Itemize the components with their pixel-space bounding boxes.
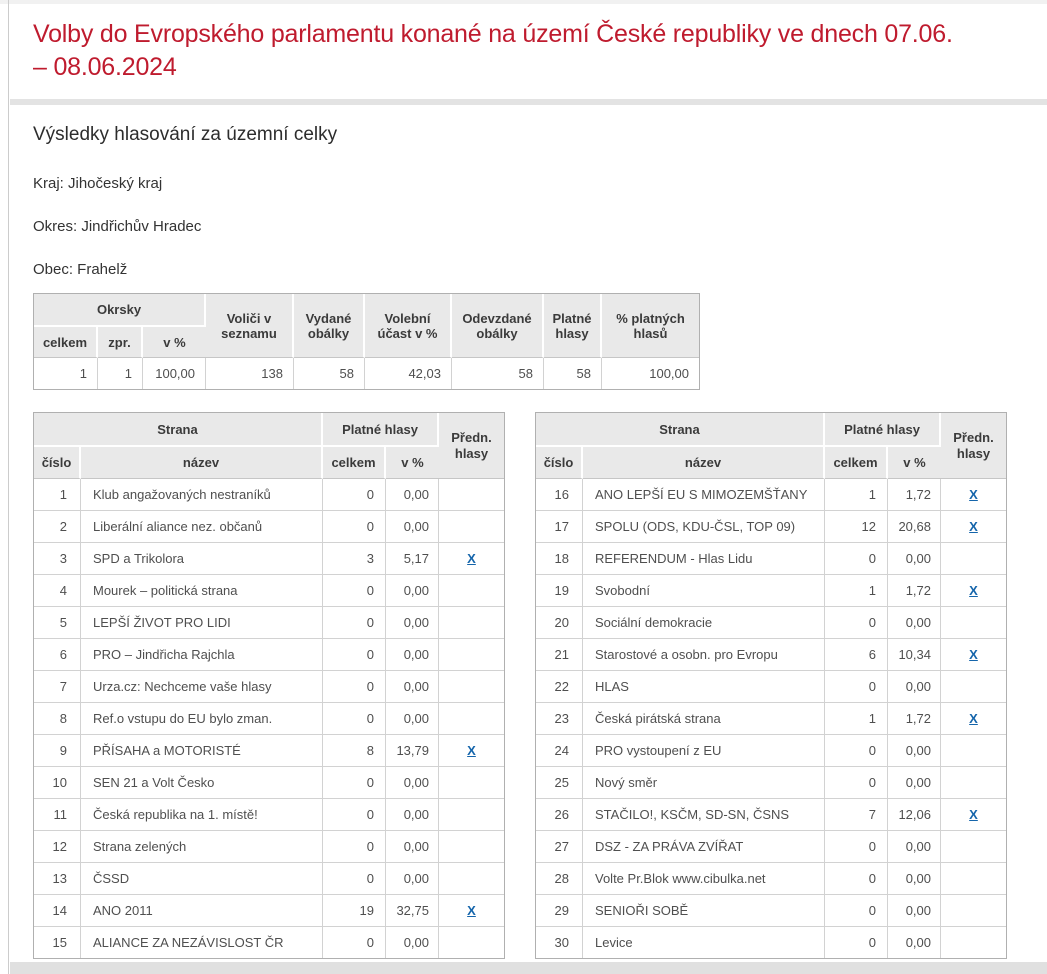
- party-row: [34, 479, 504, 511]
- party-row: [34, 799, 504, 831]
- party-votes-total: 7: [825, 799, 888, 831]
- party-name: Nový směr: [583, 767, 825, 799]
- party-number: 30: [536, 927, 583, 958]
- header-okrsky-v-pct: v %: [143, 327, 206, 358]
- summary-data-row: [34, 358, 699, 389]
- party-votes-pct: 0,00: [386, 927, 439, 958]
- value-platne-hlasy: 58: [544, 358, 602, 389]
- header-strana: Strana: [34, 413, 323, 447]
- party-pref-votes-cell: [439, 671, 504, 703]
- party-number: 11: [34, 799, 81, 831]
- party-header-row-2: [536, 447, 1006, 479]
- party-pref-votes-cell: [439, 895, 504, 927]
- party-votes-pct: 0,00: [888, 895, 941, 927]
- party-number: 10: [34, 767, 81, 799]
- party-table-right: [535, 412, 1007, 959]
- party-name: PRO – Jindřicha Rajchla: [81, 639, 323, 671]
- party-name: Česká republika na 1. místě!: [81, 799, 323, 831]
- municipality-line: Obec: Frahelž: [33, 261, 128, 278]
- party-number: 1: [34, 479, 81, 511]
- header-celkem: celkem: [825, 447, 888, 479]
- party-pref-votes-cell: [439, 799, 504, 831]
- party-name: PRO vystoupení z EU: [583, 735, 825, 767]
- party-votes-total: 0: [323, 927, 386, 958]
- party-row: [34, 671, 504, 703]
- party-pref-votes-cell: [941, 607, 1006, 639]
- party-pref-votes-cell: [439, 511, 504, 543]
- party-results-section: [33, 412, 1047, 959]
- value-okrsky-celkem: 1: [34, 358, 98, 389]
- party-number: 17: [536, 511, 583, 543]
- party-table-left: [33, 412, 505, 959]
- party-row: [536, 735, 1006, 767]
- party-number: 5: [34, 607, 81, 639]
- party-name: HLAS: [583, 671, 825, 703]
- party-number: 20: [536, 607, 583, 639]
- party-votes-pct: 1,72: [888, 703, 941, 735]
- party-number: 3: [34, 543, 81, 575]
- party-name: Mourek – politická strana: [81, 575, 323, 607]
- party-number: 8: [34, 703, 81, 735]
- party-row: [34, 831, 504, 863]
- header-nazev: název: [81, 447, 323, 479]
- party-row: [34, 927, 504, 958]
- region-line: Kraj: Jihočeský kraj: [33, 175, 163, 192]
- party-votes-pct: 0,00: [386, 575, 439, 607]
- header-celkem: celkem: [323, 447, 386, 479]
- party-votes-total: 0: [825, 863, 888, 895]
- party-votes-pct: 0,00: [888, 735, 941, 767]
- party-number: 18: [536, 543, 583, 575]
- party-number: 14: [34, 895, 81, 927]
- party-name: Klub angažovaných nestraníků: [81, 479, 323, 511]
- party-name: Strana zelených: [81, 831, 323, 863]
- party-number: 23: [536, 703, 583, 735]
- party-name: Levice: [583, 927, 825, 958]
- party-number: 26: [536, 799, 583, 831]
- party-pref-votes-cell: [439, 639, 504, 671]
- pref-votes-link[interactable]: X: [969, 583, 978, 598]
- party-votes-total: 8: [323, 735, 386, 767]
- party-votes-pct: 0,00: [386, 639, 439, 671]
- party-row: [536, 639, 1006, 671]
- left-page-rule: [8, 0, 9, 974]
- party-votes-total: 0: [825, 607, 888, 639]
- header-platne-hlasy: Platné hlasy: [544, 294, 602, 358]
- party-row: [536, 895, 1006, 927]
- party-votes-total: 0: [323, 575, 386, 607]
- party-name: Ref.o vstupu do EU bylo zman.: [81, 703, 323, 735]
- pref-votes-link[interactable]: X: [969, 647, 978, 662]
- party-row: [34, 511, 504, 543]
- party-pref-votes-cell: [941, 543, 1006, 575]
- party-pref-votes-cell: [941, 703, 1006, 735]
- party-row: [34, 735, 504, 767]
- party-votes-pct: 0,00: [386, 767, 439, 799]
- party-name: Urza.cz: Nechceme vaše hlasy: [81, 671, 323, 703]
- party-number: 27: [536, 831, 583, 863]
- header-vydane-obalky: Vydané obálky: [294, 294, 365, 358]
- party-row: [34, 575, 504, 607]
- party-votes-total: 0: [323, 799, 386, 831]
- party-row: [536, 831, 1006, 863]
- party-votes-pct: 0,00: [888, 927, 941, 958]
- header-pct-platnych-hlasu: % platných hlasů: [602, 294, 699, 358]
- party-pref-votes-cell: [941, 895, 1006, 927]
- header-platne-hlasy: Platné hlasy: [323, 413, 439, 447]
- party-number: 16: [536, 479, 583, 511]
- party-number: 19: [536, 575, 583, 607]
- party-pref-votes-cell: [941, 863, 1006, 895]
- party-votes-pct: 10,34: [888, 639, 941, 671]
- party-pref-votes-cell: [941, 735, 1006, 767]
- party-header-row-2: [34, 447, 504, 479]
- party-name: Liberální aliance nez. občanů: [81, 511, 323, 543]
- party-row: [34, 767, 504, 799]
- party-row: [34, 863, 504, 895]
- party-number: 7: [34, 671, 81, 703]
- party-pref-votes-cell: [439, 543, 504, 575]
- header-okrsky-zpr: zpr.: [98, 327, 143, 358]
- header-nazev: název: [583, 447, 825, 479]
- party-number: 9: [34, 735, 81, 767]
- party-name: DSZ - ZA PRÁVA ZVÍŘAT: [583, 831, 825, 863]
- party-votes-total: 3: [323, 543, 386, 575]
- pref-votes-link[interactable]: X: [969, 807, 978, 822]
- party-votes-total: 0: [323, 479, 386, 511]
- party-votes-total: 6: [825, 639, 888, 671]
- party-header-row-1: [536, 413, 1006, 447]
- party-votes-pct: 0,00: [386, 607, 439, 639]
- party-row: [536, 511, 1006, 543]
- party-row: [34, 639, 504, 671]
- party-pref-votes-cell: [439, 831, 504, 863]
- party-votes-total: 0: [323, 863, 386, 895]
- party-name: SPOLU (ODS, KDU-ČSL, TOP 09): [583, 511, 825, 543]
- party-votes-total: 0: [323, 767, 386, 799]
- party-pref-votes-cell: [439, 735, 504, 767]
- party-pref-votes-cell: [941, 767, 1006, 799]
- party-pref-votes-cell: [941, 671, 1006, 703]
- header-predn-hlasy: Předn. hlasy: [439, 413, 504, 479]
- party-pref-votes-cell: [941, 575, 1006, 607]
- party-votes-total: 0: [323, 703, 386, 735]
- party-row: [536, 767, 1006, 799]
- party-votes-total: 0: [825, 671, 888, 703]
- party-name: REFERENDUM - Hlas Lidu: [583, 543, 825, 575]
- party-votes-pct: 0,00: [386, 863, 439, 895]
- party-name: ANO 2011: [81, 895, 323, 927]
- party-votes-pct: 0,00: [888, 543, 941, 575]
- party-pref-votes-cell: [439, 703, 504, 735]
- header-cislo: číslo: [536, 447, 583, 479]
- party-header-row-1: [34, 413, 504, 447]
- title-divider: [10, 99, 1047, 105]
- party-votes-pct: 0,00: [888, 767, 941, 799]
- header-okrsky-celkem: celkem: [34, 327, 98, 358]
- party-pref-votes-cell: [941, 927, 1006, 958]
- value-odevzdane-obalky: 58: [452, 358, 544, 389]
- page-title: Volby do Evropského parlamentu konané na území České republiky ve dnech 07.06. – 08.06.2024: [33, 20, 953, 81]
- header-okrsky: Okrsky: [34, 294, 206, 327]
- party-pref-votes-cell: [941, 799, 1006, 831]
- party-row: [536, 607, 1006, 639]
- section-title: Výsledky hlasování za územní celky: [33, 124, 338, 145]
- party-name: SENIOŘI SOBĚ: [583, 895, 825, 927]
- party-pref-votes-cell: [439, 479, 504, 511]
- party-votes-pct: 13,79: [386, 735, 439, 767]
- pref-votes-link[interactable]: X: [467, 743, 476, 758]
- party-votes-total: 0: [323, 671, 386, 703]
- party-pref-votes-cell: [439, 927, 504, 958]
- party-votes-pct: 1,72: [888, 479, 941, 511]
- party-pref-votes-cell: [439, 575, 504, 607]
- party-votes-pct: 0,00: [888, 671, 941, 703]
- party-row: [536, 863, 1006, 895]
- header-odevzdane-obalky: Odevzdané obálky: [452, 294, 544, 358]
- party-name: PŘÍSAHA a MOTORISTÉ: [81, 735, 323, 767]
- party-votes-total: 0: [323, 511, 386, 543]
- party-row: [536, 575, 1006, 607]
- party-votes-pct: 0,00: [386, 479, 439, 511]
- party-row: [536, 927, 1006, 958]
- header-volici-v-seznamu: Voliči v seznamu: [206, 294, 294, 358]
- party-votes-pct: 0,00: [386, 703, 439, 735]
- party-name: Sociální demokracie: [583, 607, 825, 639]
- party-pref-votes-cell: [941, 479, 1006, 511]
- party-name: Starostové a osobn. pro Evropu: [583, 639, 825, 671]
- header-platne-hlasy: Platné hlasy: [825, 413, 941, 447]
- party-votes-pct: 0,00: [888, 607, 941, 639]
- header-strana: Strana: [536, 413, 825, 447]
- party-votes-total: 0: [323, 639, 386, 671]
- party-row: [34, 607, 504, 639]
- party-row: [536, 671, 1006, 703]
- party-votes-total: 12: [825, 511, 888, 543]
- party-name: ČSSD: [81, 863, 323, 895]
- party-name: SEN 21 a Volt Česko: [81, 767, 323, 799]
- party-name: Česká pirátská strana: [583, 703, 825, 735]
- party-votes-total: 0: [825, 831, 888, 863]
- main-content: [33, 0, 1047, 959]
- party-name: Volte Pr.Blok www.cibulka.net: [583, 863, 825, 895]
- party-votes-total: 19: [323, 895, 386, 927]
- party-number: 28: [536, 863, 583, 895]
- party-pref-votes-cell: [941, 511, 1006, 543]
- party-votes-total: 0: [825, 543, 888, 575]
- party-votes-total: 0: [825, 767, 888, 799]
- party-votes-pct: 0,00: [386, 831, 439, 863]
- party-row: [536, 479, 1006, 511]
- party-row: [34, 895, 504, 927]
- party-votes-total: 0: [323, 607, 386, 639]
- party-number: 25: [536, 767, 583, 799]
- pref-votes-link[interactable]: X: [969, 711, 978, 726]
- pref-votes-link[interactable]: X: [467, 551, 476, 566]
- party-number: 29: [536, 895, 583, 927]
- pref-votes-link[interactable]: X: [969, 519, 978, 534]
- party-votes-pct: 0,00: [386, 511, 439, 543]
- party-votes-total: 1: [825, 703, 888, 735]
- party-number: 12: [34, 831, 81, 863]
- header-v-pct: v %: [888, 447, 941, 479]
- value-vydane-obalky: 58: [294, 358, 365, 389]
- party-number: 6: [34, 639, 81, 671]
- party-row: [536, 543, 1006, 575]
- party-votes-pct: 0,00: [386, 799, 439, 831]
- value-pct-platnych-hlasu: 100,00: [602, 358, 699, 389]
- party-row: [536, 799, 1006, 831]
- party-votes-pct: 5,17: [386, 543, 439, 575]
- party-name: Svobodní: [583, 575, 825, 607]
- party-number: 13: [34, 863, 81, 895]
- pref-votes-link[interactable]: X: [467, 903, 476, 918]
- party-votes-total: 0: [825, 735, 888, 767]
- district-line: Okres: Jindřichův Hradec: [33, 218, 202, 235]
- party-votes-pct: 1,72: [888, 575, 941, 607]
- header-volebni-ucast: Volební účast v %: [365, 294, 452, 358]
- party-pref-votes-cell: [439, 607, 504, 639]
- party-number: 24: [536, 735, 583, 767]
- party-number: 15: [34, 927, 81, 958]
- party-votes-total: 0: [825, 927, 888, 958]
- party-votes-pct: 0,00: [888, 863, 941, 895]
- value-okrsky-zpr: 1: [98, 358, 143, 389]
- party-pref-votes-cell: [941, 639, 1006, 671]
- value-volebni-ucast: 42,03: [365, 358, 452, 389]
- party-votes-total: 0: [825, 895, 888, 927]
- value-okrsky-v-pct: 100,00: [143, 358, 206, 389]
- party-pref-votes-cell: [439, 767, 504, 799]
- party-name: STAČILO!, KSČM, SD-SN, ČSNS: [583, 799, 825, 831]
- party-row: [34, 543, 504, 575]
- party-name: ALIANCE ZA NEZÁVISLOST ČR: [81, 927, 323, 958]
- party-number: 4: [34, 575, 81, 607]
- party-votes-pct: 20,68: [888, 511, 941, 543]
- party-number: 21: [536, 639, 583, 671]
- party-pref-votes-cell: [439, 863, 504, 895]
- header-v-pct: v %: [386, 447, 439, 479]
- value-volici-v-seznamu: 138: [206, 358, 294, 389]
- party-row: [536, 703, 1006, 735]
- pref-votes-link[interactable]: X: [969, 487, 978, 502]
- party-votes-pct: 0,00: [386, 671, 439, 703]
- header-cislo: číslo: [34, 447, 81, 479]
- party-name: LEPŠÍ ŽIVOT PRO LIDI: [81, 607, 323, 639]
- party-votes-total: 1: [825, 479, 888, 511]
- party-name: SPD a Trikolora: [81, 543, 323, 575]
- party-votes-pct: 32,75: [386, 895, 439, 927]
- party-pref-votes-cell: [941, 831, 1006, 863]
- party-votes-total: 1: [825, 575, 888, 607]
- turnout-summary-table: [33, 293, 700, 390]
- summary-header-row-1: [34, 294, 699, 327]
- party-votes-pct: 0,00: [888, 831, 941, 863]
- party-votes-pct: 12,06: [888, 799, 941, 831]
- party-row: [34, 703, 504, 735]
- party-name: ANO LEPŠÍ EU S MIMOZEMŠŤANY: [583, 479, 825, 511]
- header-predn-hlasy: Předn. hlasy: [941, 413, 1006, 479]
- bottom-edge-strip: [10, 962, 1047, 974]
- party-number: 22: [536, 671, 583, 703]
- party-votes-total: 0: [323, 831, 386, 863]
- party-number: 2: [34, 511, 81, 543]
